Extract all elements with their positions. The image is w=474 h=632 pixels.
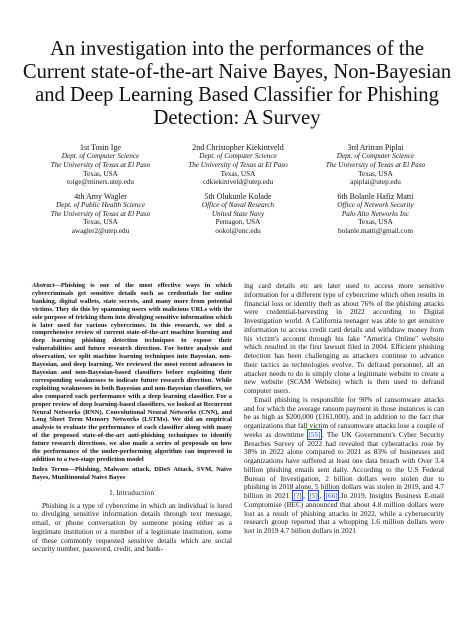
author-2: [170, 143, 307, 187]
paper-title: An investigation into the performances of the Current state-of-the-art Naive Bayes, Non-Bayesian and Deep Learning Based Classifier for Phishing Detection: A Survey: [22, 38, 452, 129]
author-name: 5th Olukunle Kolade: [204, 191, 272, 201]
author-5: [170, 192, 307, 236]
author-name: 2nd Christopher Kiekintveld: [192, 143, 284, 152]
right-text: [244, 282, 444, 536]
author-email: bolanle.matti@gmail.com: [338, 226, 413, 235]
author-email: cdkiekintveld@utep.edu: [202, 178, 274, 187]
author-dept: Dept. of Computer Science: [61, 152, 140, 161]
author-6: [307, 192, 444, 236]
author-location: Texas, USA: [358, 218, 393, 227]
author-block: [32, 143, 444, 236]
author-email: awagler2@utep.edu: [71, 226, 130, 235]
author-dept: Dept. of Computer Science: [199, 152, 277, 161]
author-name: 4th Amy Wagler: [74, 191, 127, 201]
abstract-text: —Phishing is one of the most effective ways in which cybercriminals get sensitive details such as credentials for online banking, digital wallets, state secrets, and many more from potential victims. They do this by spamming users with malicious URLs with the sole purpose of tricking them into divulging sensitive information which is later used for various cybercrimes. In this research, we did a comprehensive review of current state-of-the-art machine learning and deep learning phishing detection techniques to expose their vulnerabilities and future research direction. For better analysis and observation, we split machine learning techniques into Bayesian, non-Bayesian, and deep learning. We reviewed the most recent advances in Bayesian and non-Bayesian-based classifiers before exploiting their corresponding weaknesses to indicate future research direction. While exploiting weaknesses in both Bayesian and non-Bayesian classifiers, we also compared each performance with a deep learning classifier. For a proper review of deep learning-based classifiers, we looked at Recurrent Neural Networks (RNN), Convolutional Neural Networks (CNN), and Long Short Term Memory Networks (LSTMs). We did an empirical analysis to evaluate the performance of each classifier along with many of the proposed state-of-the-art anti-phishing techniques to identify future research directions, we also made a series of proposals on how the performance of the under-performing algorithm can improved in addition to a two-stage prediction model: [32, 282, 232, 463]
author-org: United State Navy: [211, 209, 265, 218]
author-dept: Office of Naval Research: [201, 201, 275, 210]
author-dept: Office of Network Security: [337, 201, 414, 210]
intro-paragraph: Phishing is a type of cybercrime in which an individual is lured to divulging sensitive information details through text message, email, or phone conversation by someone posing either as a legitimate institution or a member of a legitimate institution, some of these commonly requested sensitive details which are social security number, password, credit, and bank-: [32, 500, 232, 554]
paragraph-text: .In 2019, Insights Business E-mail Compromise (BEC) announced that about 4.8 million dollars were lost as a result of phishing attacks in 2022, while a cybersecurity research group reported that a whopping 1.6 million dollars were lost in 2019 4.7 billion dollars in 2021: [244, 491, 444, 535]
body-columns: [32, 282, 444, 554]
index-terms: [32, 466, 232, 482]
author-location: Texas, USA: [358, 169, 393, 178]
author-org: The University of Texas at El Paso: [188, 161, 288, 169]
author-location: Texas, USA: [83, 169, 118, 178]
author-4: [32, 192, 169, 236]
author-email: ookol@unc.edu: [215, 226, 261, 235]
citation-separator: ,: [303, 491, 308, 500]
index-terms-text: —Phishing, Malware attack, DDoS Attack, SVM, Naive Bayes, Munltinomial Naive Bayes: [32, 465, 232, 481]
paragraph-text: . The UK Government's Cyber Security Breaches Survey of 2022 had revealed that cyberattacks rose by 38% in 2022 alone compared to 2021 as 83% of businesses and organizations have suffered at least one data breach with Over 3.4 billion phishing emails sent daily. According to the U.S Federal Bureau of Investigation, 2 billion dollars were stolen due to phishing in 2018 alone, 5 billion dollars was stolen in 2019, and 4.7 billion in 2021: [244, 429, 444, 500]
intro-text: [32, 502, 232, 555]
abstract-label: Abstract: [32, 282, 55, 289]
author-name: 1st Tosin Ige: [79, 143, 122, 152]
author-email: apiplai@utep.edu: [350, 178, 401, 187]
author-row-2: [32, 192, 444, 236]
citation-link[interactable]: [66]: [325, 491, 338, 500]
right-column: [244, 282, 444, 554]
author-org: Palo Alto Networks Inc: [341, 209, 410, 218]
author-org: The University of Texas at El Paso: [325, 161, 426, 169]
author-org: The University of Texas at El Paso: [50, 161, 151, 169]
index-terms-label: Index Terms: [32, 465, 69, 473]
paragraph-text: Email phishing is responsible for 90% of ransomware attacks and for which the average ransom payment in those instances is can be as high as $200,000 (£161,000), and in addition to the fact that organizations that fall victim of ransomware attacks lose a couple of weeks as downtime: [244, 394, 444, 439]
author-email: toige@miners.utep.edu: [67, 178, 134, 187]
section-heading: I. Introduction: [109, 488, 155, 497]
author-3: [307, 143, 444, 187]
abstract: [32, 282, 232, 464]
paragraph-email-phishing: [244, 396, 444, 536]
citation-link[interactable]: [?]: [293, 491, 302, 500]
citation-link[interactable]: [55]: [308, 429, 321, 439]
author-dept: Dept. of Public Health Science: [56, 201, 145, 210]
author-name: 6th Bolanle Hafiz Matti: [337, 191, 414, 201]
author-org: The University of Texas at El Paso: [50, 209, 151, 218]
author-location: Texas, USA: [220, 169, 256, 178]
citation-link[interactable]: [5]: [309, 491, 318, 500]
author-1: [32, 143, 169, 187]
left-column: [32, 282, 232, 554]
paragraph-continuation: ing card details etc are later used to access more sensitive information for a different type of cybercrime which often results in financial loss or identity theft as about 76% of the phishing attacks were credential-harvesting in 2022 according to Digital Investigation world. A California teenager was able to get sensitive information to access credit card details and withdraw money from his victim's account through his fake "America Online" website which resulted in the first lawsuit filed in 2004. Efficient phishing detection has been challenging as attackers continue to advance their tactics as technologies evolve. To defraud personnel, all an attacker needs to do is simply clone a legitimate website to create a new website (SCAM Website) which is then used to defraud computer users.: [244, 281, 444, 395]
author-location: Pentagon, USA: [215, 218, 261, 227]
author-dept: Dept. of Computer Science: [336, 152, 415, 161]
author-location: Texas, USA: [83, 218, 118, 227]
author-name: 3rd Aritran Piplai: [347, 143, 404, 152]
citation-separator: ,: [319, 491, 325, 500]
author-row-1: [32, 143, 444, 187]
